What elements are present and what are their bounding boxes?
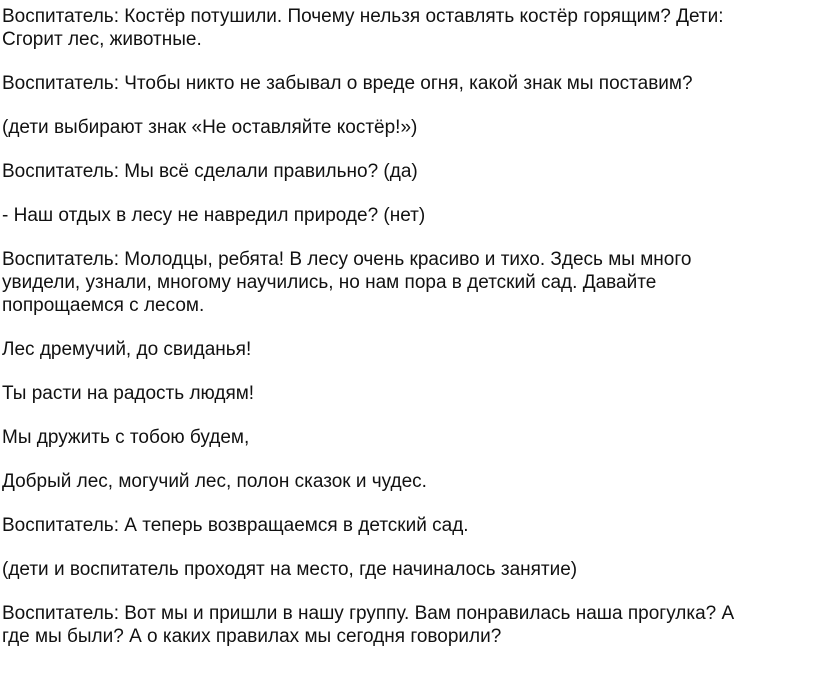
paragraph-9 xyxy=(2,426,816,449)
text-line: - Наш отдых в лесу не навредил природе? (нет) xyxy=(2,205,426,226)
paragraph-13 xyxy=(2,602,816,648)
paragraph-2 xyxy=(2,72,816,95)
paragraph-1 xyxy=(2,5,816,51)
text-line: Добрый лес, могучий лес, полон сказок и чудес. xyxy=(2,471,427,492)
text-line: Воспитатель: Костёр потушили. Почему нельзя оставлять костёр горящим? Дети: xyxy=(2,6,724,27)
text-line: (дети выбирают знак «Не оставляйте костёр!») xyxy=(2,117,418,138)
text-line: Воспитатель: Молодцы, ребята! В лесу очень красиво и тихо. Здесь мы много xyxy=(2,249,692,270)
text-line: Ты расти на радость людям! xyxy=(2,383,255,404)
paragraph-8 xyxy=(2,382,816,405)
paragraph-6 xyxy=(2,248,816,317)
text-line: Мы дружить с тобою будем, xyxy=(2,427,250,448)
paragraph-11 xyxy=(2,514,816,537)
text-line: Воспитатель: А теперь возвращаемся в детский сад. xyxy=(2,515,469,536)
paragraph-4 xyxy=(2,160,816,183)
text-line: Лес дремучий, до свиданья! xyxy=(2,339,252,360)
text-line: Воспитатель: Мы всё сделали правильно? (да) xyxy=(2,161,418,182)
text-line: Воспитатель: Вот мы и пришли в нашу группу. Вам понравилась наша прогулка? А xyxy=(2,603,735,624)
paragraph-12 xyxy=(2,558,816,581)
paragraph-7 xyxy=(2,338,816,361)
text-line: где мы были? А о каких правилах мы сегодня говорили? xyxy=(2,626,502,647)
paragraph-10 xyxy=(2,470,816,493)
text-line: попрощаемся с лесом. xyxy=(2,295,205,316)
paragraph-3 xyxy=(2,116,816,139)
paragraph-5 xyxy=(2,204,816,227)
text-line: Сгорит лес, животные. xyxy=(2,29,202,50)
text-line: Воспитатель: Чтобы никто не забывал о вреде огня, какой знак мы поставим? xyxy=(2,73,693,94)
text-line: увидели, узнали, многому научились, но нам пора в детский сад. Давайте xyxy=(2,272,657,293)
text-line: (дети и воспитатель проходят на место, где начиналось занятие) xyxy=(2,559,578,580)
